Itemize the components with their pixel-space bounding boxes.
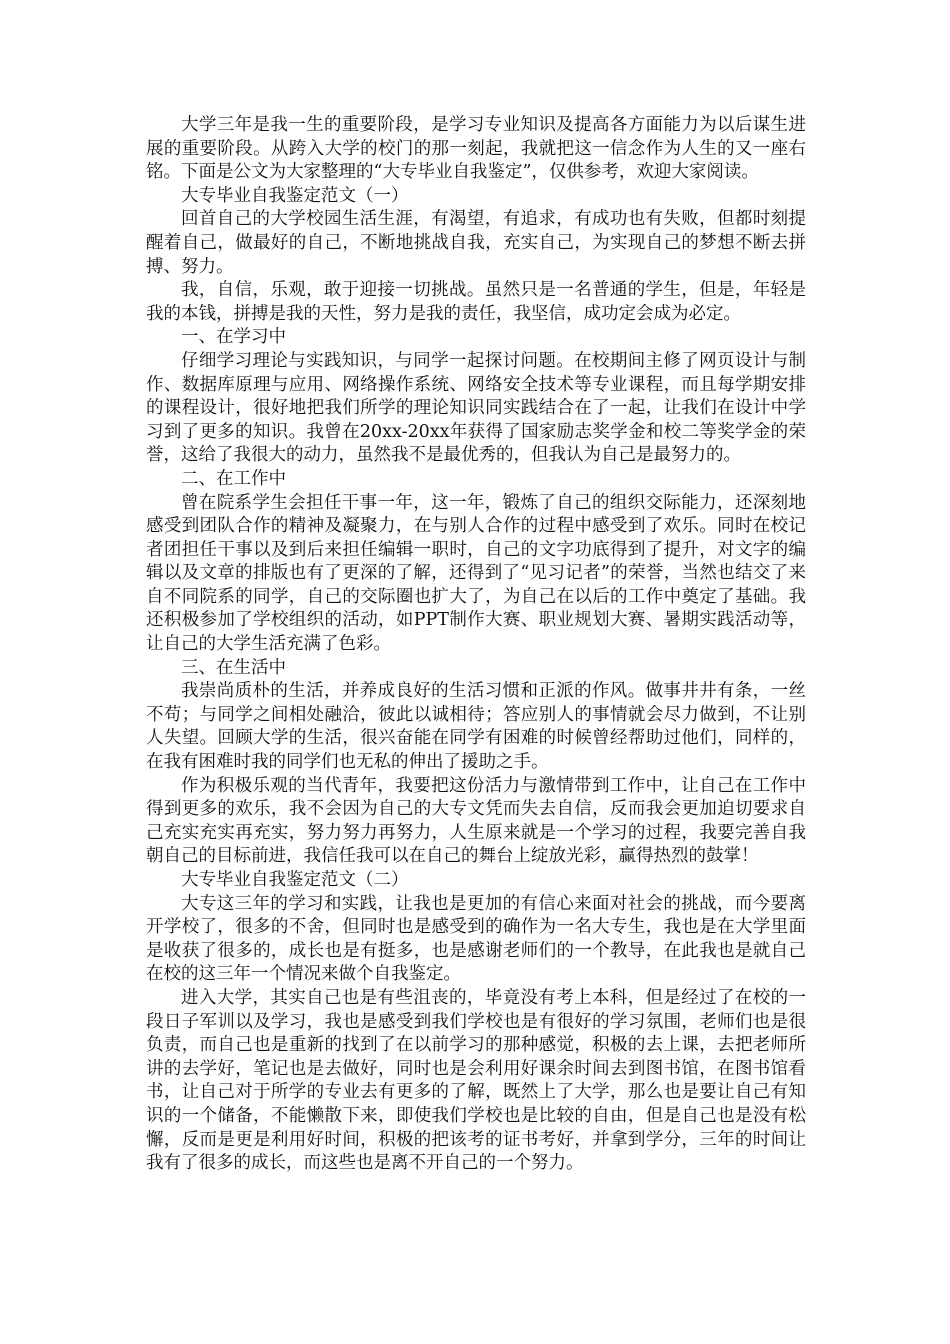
paragraph: 仔细学习理论与实践知识，与同学一起探讨问题。在校期间主修了网页设计与制作、数据库原理与应用、网络操作系统、网络安全技术等专业课程，而且每学期安排的课程设计，很好地把我们所学的理论知识同实践结合在了一起，让我们在设计中学习到了更多的知识。我曾在20xx-20xx年获得了国家励志奖学金和校二等奖学金的荣誉，这给了我很大的动力，虽然我不是最优秀的，但我认为自己是最努力的。 <box>146 350 806 466</box>
paragraph: 回首自己的大学校园生活生涯，有渴望，有追求，有成功也有失败，但都时刻提醒着自己，做最好的自己，不断地挑战自我，充实自己，为实现自己的梦想不断去拼搏、努力。 <box>146 209 806 277</box>
paragraph: 进入大学，其实自己也是有些沮丧的，毕竟没有考上本科，但是经过了在校的一段日子军训以及学习，我也是感受到我们学校也是有很好的学习氛围，老师们也是很负责，而自己也是重新的找到了在以前学习的那种感觉，积极的去上课，去把老师所讲的去学好，笔记也是去做好，同时也是会利用好课余时间去到图书馆，在图书馆看书，让自己对于所学的专业去有更多的了解，既然上了大学，那么也是要让自己有知识的一个储备，不能懒散下来，即使我们学校也是比较的自由，但是自己也是没有松懈，反而是更是利用好时间，积极的把该考的证书考好，并拿到学分，三年的时间让我有了很多的成长，而这些也是离不开自己的一个努力。 <box>146 987 806 1174</box>
paragraph: 我崇尚质朴的生活，并养成良好的生活习惯和正派的作风。做事井井有条，一丝不苟；与同学之间相处融洽，彼此以诚相待；答应别人的事情就会尽力做到，不让别人失望。回顾大学的生活，很兴奋能在同学有困难的时候曾经帮助过他们，同样的，在我有困难时我的同学们也无私的伸出了援助之手。 <box>146 681 806 773</box>
intro-paragraph: 大学三年是我一生的重要阶段，是学习专业知识及提高各方面能力为以后谋生进展的重要阶段。从跨入大学的校门的那一刻起，我就把这一信念作为人生的又一座右铭。下面是公文为大家整理的“大专毕业自我鉴定”，仅供参考，欢迎大家阅读。 <box>146 115 806 183</box>
paragraph: 曾在院系学生会担任干事一年，这一年，锻炼了自己的组织交际能力，还深刻地感受到团队合作的精神及凝聚力，在与别人合作的过程中感受到了欢乐。同时在校记者团担任干事以及到后来担任编辑一职时，自己的文字功底得到了提升，对文字的编辑以及文章的排版也有了更深的了解，还得到了“见习记者”的荣誉，当然也结交了来自不同院系的同学，自己的交际圈也扩大了，为自己在以后的工作中奠定了基础。我还积极参加了学校组织的活动，如PPT制作大赛、职业规划大赛、暑期实践活动等，让自己的大学生活充满了色彩。 <box>146 492 806 655</box>
paragraph: 作为积极乐观的当代青年，我要把这份活力与激情带到工作中，让自己在工作中得到更多的欢乐，我不会因为自己的大专文凭而失去自信，反而我会更加迫切要求自己充实充实再充实，努力努力再努力，人生原来就是一个学习的过程，我要完善自我朝自己的目标前进，我信任我可以在自己的舞台上绽放光彩，赢得热烈的鼓掌！ <box>146 775 806 867</box>
paragraph: 大专这三年的学习和实践，让我也是更加的有信心来面对社会的挑战，而今要离开学校了，很多的不舍，但同时也是感受到的确作为一名大专生，我也是在大学里面是收获了很多的，成长也是有挺多，也是感谢老师们的一个教导，在此我也是就自己在校的这三年一个情况来做个自我鉴定。 <box>146 893 806 985</box>
subheading-study: 一、在学习中 <box>181 327 286 348</box>
section-title-sample-two: 大专毕业自我鉴定范文（二） <box>181 870 409 890</box>
paragraph: 我，自信，乐观，敢于迎接一切挑战。虽然只是一名普通的学生，但是，年轻是我的本钱，拼搏是我的天性，努力是我的责任，我坚信，成功定会成为必定。 <box>146 280 806 324</box>
subheading-work: 二、在工作中 <box>181 468 286 489</box>
subheading-life: 三、在生活中 <box>181 657 286 678</box>
document-body <box>146 114 806 1176</box>
section-title-sample-one: 大专毕业自我鉴定范文（一） <box>181 185 409 206</box>
